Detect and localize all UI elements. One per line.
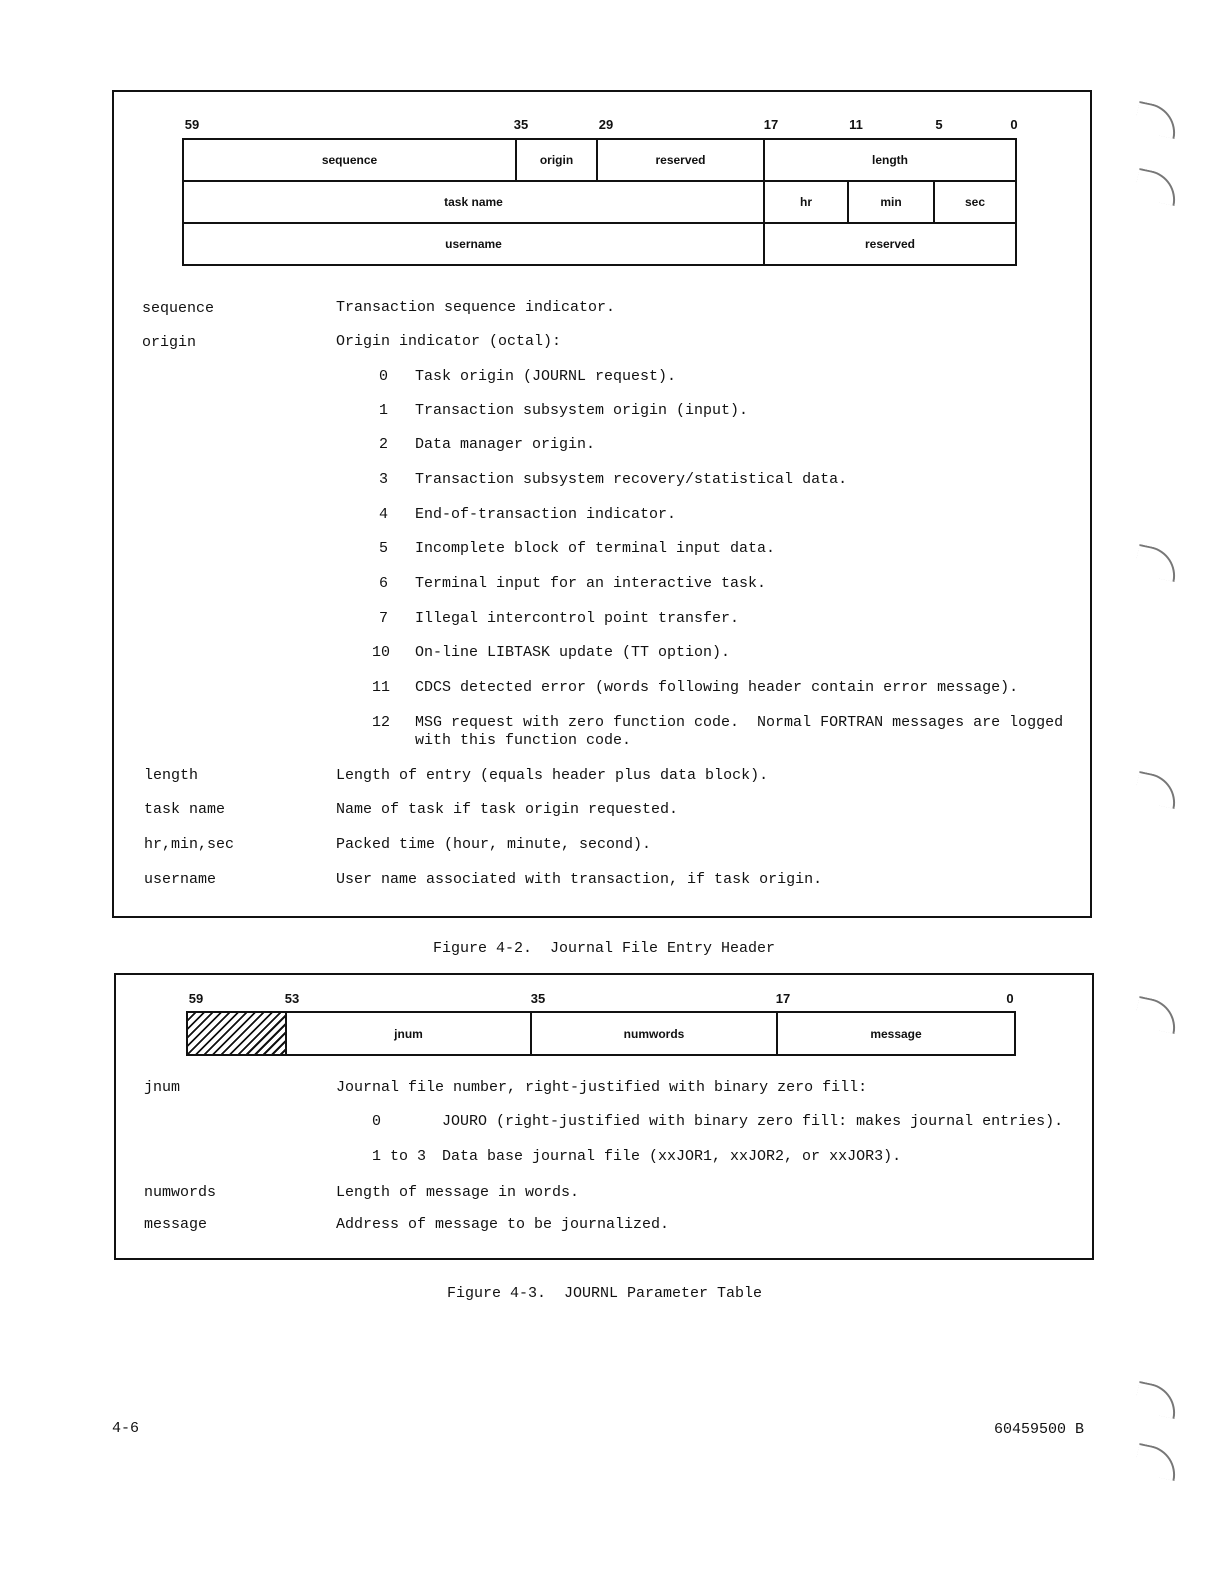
term-username: username xyxy=(144,871,217,888)
bit-29: 29 xyxy=(598,117,614,132)
origin-code-text: Terminal input for an interactive task. xyxy=(415,575,767,592)
origin-code: 7 xyxy=(379,610,389,627)
binder-hole-mark xyxy=(1133,168,1180,206)
desc-sequence: Transaction sequence indicator. xyxy=(336,299,616,316)
binder-hole-mark xyxy=(1133,544,1180,582)
term-hr-min-sec: hr,min,sec xyxy=(144,836,235,853)
bit-17: 17 xyxy=(775,991,791,1006)
field-numwords: numwords xyxy=(623,1026,685,1041)
binder-hole-mark xyxy=(1133,1443,1180,1481)
origin-code: 11 xyxy=(372,679,391,696)
desc-hr-min-sec: Packed time (hour, minute, second). xyxy=(336,836,652,853)
desc-task-name: Name of task if task origin requested. xyxy=(336,801,679,818)
field-username: username xyxy=(445,237,502,251)
page-number: 4-6 xyxy=(112,1420,140,1437)
bit-0: 0 xyxy=(1006,991,1014,1006)
jnum-code-text: Data base journal file (xxJOR1, xxJOR2, or xxJOR3). xyxy=(442,1148,902,1165)
origin-code-text: On-line LIBTASK update (TT option). xyxy=(415,644,731,661)
term-jnum: jnum xyxy=(144,1079,181,1096)
bit-0: 0 xyxy=(1010,117,1018,132)
field-jnum: jnum xyxy=(394,1026,423,1041)
bit-11: 11 xyxy=(849,117,863,132)
field-message: message xyxy=(870,1026,922,1041)
term-numwords: numwords xyxy=(144,1184,217,1201)
binder-hole-mark xyxy=(1133,771,1180,809)
origin-code-text: MSG request with zero function code. Normal FORTRAN messages are logged xyxy=(415,714,1064,731)
desc-message: Address of message to be journalized. xyxy=(336,1216,670,1233)
term-length: length xyxy=(144,767,199,784)
unused-bits-hatch xyxy=(188,1013,285,1054)
desc-origin: Origin indicator (octal): xyxy=(336,333,562,350)
field-sec: sec xyxy=(964,195,986,209)
origin-code: 6 xyxy=(379,575,389,592)
bit-17: 17 xyxy=(763,117,779,132)
binder-hole-mark xyxy=(1133,101,1180,139)
origin-code-text: CDCS detected error (words following header contain error message). xyxy=(415,679,1019,696)
bit-59: 59 xyxy=(188,991,204,1006)
figure-4-2-caption: Figure 4-2. Journal File Entry Header xyxy=(433,940,776,957)
desc-username: User name associated with transaction, if task origin. xyxy=(336,871,823,888)
origin-code: 10 xyxy=(372,644,391,661)
origin-code-text: Transaction subsystem origin (input). xyxy=(415,402,749,419)
field-reserved-2: reserved xyxy=(864,237,916,251)
jnum-code: 1 to 3 xyxy=(372,1148,427,1165)
term-message: message xyxy=(144,1216,208,1233)
term-origin: origin xyxy=(142,334,197,351)
term-sequence: sequence xyxy=(142,300,215,317)
origin-code-text-continued: with this function code. xyxy=(415,732,632,749)
origin-code: 1 xyxy=(379,402,389,419)
field-task-name: task name xyxy=(444,195,503,209)
jnum-code-text: JOURO (right-justified with binary zero fill: makes journal entries). xyxy=(442,1113,1064,1130)
binder-hole-mark xyxy=(1133,1381,1180,1419)
origin-code-text: Transaction subsystem recovery/statistical data. xyxy=(415,471,848,488)
bit-5: 5 xyxy=(935,117,943,132)
bit-53: 53 xyxy=(284,991,300,1006)
origin-code-text: Illegal intercontrol point transfer. xyxy=(415,610,740,627)
origin-code: 5 xyxy=(379,540,389,557)
figure-4-3-caption: Figure 4-3. JOURNL Parameter Table xyxy=(447,1285,763,1302)
origin-code-text: Incomplete block of terminal input data. xyxy=(415,540,776,557)
origin-code-text: End-of-transaction indicator. xyxy=(415,506,677,523)
document-number: 60459500 B xyxy=(994,1421,1085,1438)
desc-length: Length of entry (equals header plus data block). xyxy=(336,767,769,784)
field-hr: hr xyxy=(800,195,812,209)
field-sequence: sequence xyxy=(321,153,378,167)
field-reserved: reserved xyxy=(655,153,706,167)
jnum-code: 0 xyxy=(372,1113,382,1130)
term-task-name: task name xyxy=(144,801,226,818)
origin-code: 4 xyxy=(379,506,389,523)
origin-code: 3 xyxy=(379,471,389,488)
bit-35: 35 xyxy=(513,117,529,132)
field-length: length xyxy=(872,153,908,167)
origin-code: 0 xyxy=(379,368,389,385)
desc-numwords: Length of message in words. xyxy=(336,1184,580,1201)
bit-35: 35 xyxy=(530,991,546,1006)
field-min: min xyxy=(880,195,902,209)
origin-code-text: Task origin (JOURNL request). xyxy=(415,368,677,385)
origin-code: 2 xyxy=(379,436,389,453)
field-origin: origin xyxy=(539,153,574,167)
origin-code-text: Data manager origin. xyxy=(415,436,596,453)
desc-jnum: Journal file number, right-justified with binary zero fill: xyxy=(336,1079,868,1096)
binder-hole-mark xyxy=(1133,996,1180,1034)
bit-59: 59 xyxy=(184,117,200,132)
origin-code: 12 xyxy=(372,714,391,731)
